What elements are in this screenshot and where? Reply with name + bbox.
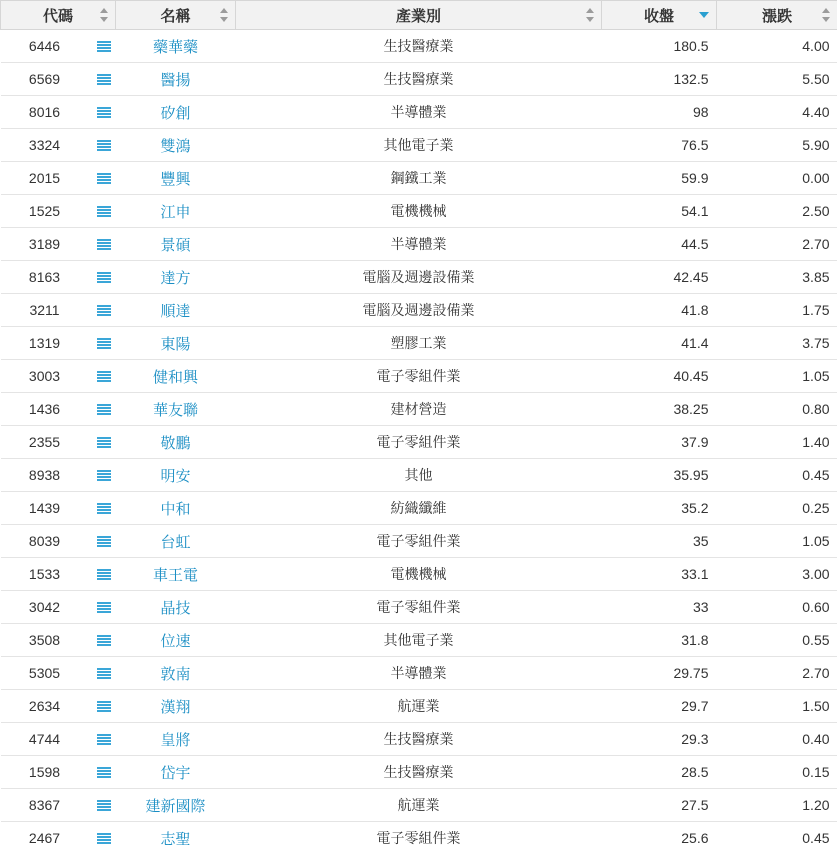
cell-name[interactable] <box>116 30 236 63</box>
list-icon[interactable] <box>97 503 111 515</box>
table-row[interactable] <box>1 657 837 690</box>
cell-change: 2.70 <box>717 657 837 690</box>
table-row[interactable] <box>1 63 837 96</box>
list-icon[interactable] <box>97 239 111 251</box>
cell-detail-action[interactable] <box>89 228 116 261</box>
stock-name-link[interactable]: 華友聯 <box>153 401 199 419</box>
table-body <box>1 30 837 847</box>
table-row[interactable] <box>1 360 837 393</box>
table-row[interactable] <box>1 591 837 624</box>
cell-code: 3324 <box>1 129 89 162</box>
cell-code: 1525 <box>1 195 89 228</box>
cell-name[interactable] <box>116 459 236 492</box>
stock-name-link[interactable]: 順達 <box>160 302 191 320</box>
cell-change: 4.00 <box>717 30 837 63</box>
stock-name-link[interactable]: 景碩 <box>160 236 191 254</box>
cell-detail-action[interactable] <box>89 657 116 690</box>
cell-detail-action[interactable] <box>89 426 116 459</box>
cell-name[interactable] <box>116 261 236 294</box>
cell-sector: 其他 <box>236 459 602 492</box>
cell-detail-action[interactable] <box>89 459 116 492</box>
list-icon[interactable] <box>97 470 111 482</box>
cell-code: 3211 <box>1 294 89 327</box>
cell-change: 1.05 <box>717 525 837 558</box>
cell-detail-action[interactable] <box>89 591 116 624</box>
cell-code: 3042 <box>1 591 89 624</box>
cell-close-price: 37.9 <box>602 426 717 459</box>
cell-name[interactable] <box>116 723 236 756</box>
list-icon[interactable] <box>97 404 111 416</box>
cell-close-price: 27.5 <box>602 789 717 822</box>
cell-code: 8016 <box>1 96 89 129</box>
list-icon[interactable] <box>97 602 111 614</box>
table-row[interactable] <box>1 294 837 327</box>
cell-change: 5.50 <box>717 63 837 96</box>
cell-change: 0.45 <box>717 822 837 847</box>
column-header-change-label: 漲跌 <box>762 7 793 25</box>
column-header-name-label: 名稱 <box>160 7 191 25</box>
cell-code: 6569 <box>1 63 89 96</box>
list-icon[interactable] <box>97 767 111 779</box>
cell-change: 1.40 <box>717 426 837 459</box>
cell-name[interactable] <box>116 327 236 360</box>
table-row[interactable] <box>1 624 837 657</box>
column-header-sector[interactable] <box>236 1 602 30</box>
cell-code: 1439 <box>1 492 89 525</box>
cell-sector: 半導體業 <box>236 96 602 129</box>
cell-detail-action[interactable] <box>89 690 116 723</box>
cell-close-price: 76.5 <box>602 129 717 162</box>
list-icon[interactable] <box>97 206 111 218</box>
stock-name-link[interactable]: 雙鴻 <box>160 137 191 155</box>
cell-close-price: 29.75 <box>602 657 717 690</box>
cell-change: 0.00 <box>717 162 837 195</box>
table-row[interactable] <box>1 195 837 228</box>
cell-detail-action[interactable] <box>89 756 116 789</box>
column-header-name[interactable] <box>116 1 236 30</box>
cell-code: 2355 <box>1 426 89 459</box>
cell-sector: 其他電子業 <box>236 624 602 657</box>
stock-name-link[interactable]: 醫揚 <box>160 71 191 89</box>
cell-change: 2.50 <box>717 195 837 228</box>
table-row[interactable] <box>1 822 837 847</box>
cell-sector: 電機機械 <box>236 195 602 228</box>
cell-change: 0.15 <box>717 756 837 789</box>
cell-close-price: 41.8 <box>602 294 717 327</box>
stock-name-link[interactable]: 東陽 <box>160 335 191 353</box>
column-header-code[interactable] <box>1 1 116 30</box>
cell-sector: 塑膠工業 <box>236 327 602 360</box>
cell-detail-action[interactable] <box>89 195 116 228</box>
list-icon[interactable] <box>97 569 111 581</box>
cell-detail-action[interactable] <box>89 261 116 294</box>
cell-change: 0.80 <box>717 393 837 426</box>
cell-change: 3.85 <box>717 261 837 294</box>
table-row[interactable] <box>1 459 837 492</box>
cell-sector: 生技醫療業 <box>236 30 602 63</box>
list-icon[interactable] <box>97 74 111 86</box>
cell-detail-action[interactable] <box>89 162 116 195</box>
cell-name[interactable] <box>116 426 236 459</box>
cell-detail-action[interactable] <box>89 558 116 591</box>
list-icon[interactable] <box>97 41 111 53</box>
cell-name[interactable] <box>116 591 236 624</box>
table-row[interactable] <box>1 261 837 294</box>
table-row[interactable] <box>1 789 837 822</box>
cell-code: 4744 <box>1 723 89 756</box>
list-icon[interactable] <box>97 635 111 647</box>
cell-detail-action[interactable] <box>89 624 116 657</box>
cell-change: 5.90 <box>717 129 837 162</box>
list-icon[interactable] <box>97 305 111 317</box>
table-row[interactable] <box>1 327 837 360</box>
cell-code: 8367 <box>1 789 89 822</box>
cell-name[interactable] <box>116 195 236 228</box>
cell-change: 1.05 <box>717 360 837 393</box>
cell-code: 3003 <box>1 360 89 393</box>
stock-name-link[interactable]: 藥華藥 <box>153 38 199 56</box>
cell-code: 2634 <box>1 690 89 723</box>
cell-detail-action[interactable] <box>89 393 116 426</box>
stock-name-link[interactable]: 豐興 <box>160 170 191 188</box>
cell-sector: 電腦及週邊設備業 <box>236 294 602 327</box>
list-icon[interactable] <box>97 338 111 350</box>
cell-code: 8039 <box>1 525 89 558</box>
list-icon[interactable] <box>97 140 111 152</box>
cell-close-price: 98 <box>602 96 717 129</box>
cell-code: 1436 <box>1 393 89 426</box>
cell-sector: 電腦及週邊設備業 <box>236 261 602 294</box>
sort-arrows-icon[interactable] <box>822 7 831 23</box>
cell-close-price: 41.4 <box>602 327 717 360</box>
stock-name-link[interactable]: 建新國際 <box>145 797 206 815</box>
table-row[interactable] <box>1 756 837 789</box>
cell-detail-action[interactable] <box>89 723 116 756</box>
cell-name[interactable] <box>116 525 236 558</box>
stock-name-link[interactable]: 位速 <box>160 632 191 650</box>
cell-name[interactable] <box>116 756 236 789</box>
cell-change: 4.40 <box>717 96 837 129</box>
cell-change: 0.40 <box>717 723 837 756</box>
cell-name[interactable] <box>116 162 236 195</box>
cell-change: 3.75 <box>717 327 837 360</box>
cell-code: 2015 <box>1 162 89 195</box>
cell-code: 8938 <box>1 459 89 492</box>
list-icon[interactable] <box>97 701 111 713</box>
stock-name-link[interactable]: 台虹 <box>160 533 191 551</box>
cell-change: 0.45 <box>717 459 837 492</box>
stock-name-link[interactable]: 車王電 <box>153 566 199 584</box>
cell-code: 5305 <box>1 657 89 690</box>
cell-change: 3.00 <box>717 558 837 591</box>
cell-sector: 電機機械 <box>236 558 602 591</box>
list-icon[interactable] <box>97 173 111 185</box>
cell-detail-action[interactable] <box>89 492 116 525</box>
cell-change: 0.60 <box>717 591 837 624</box>
cell-detail-action[interactable] <box>89 129 116 162</box>
cell-name[interactable] <box>116 558 236 591</box>
cell-close-price: 25.6 <box>602 822 717 847</box>
cell-sector: 生技醫療業 <box>236 723 602 756</box>
stock-name-link[interactable]: 健和興 <box>153 368 199 386</box>
cell-sector: 電子零組件業 <box>236 525 602 558</box>
cell-name[interactable] <box>116 96 236 129</box>
cell-detail-action[interactable] <box>89 30 116 63</box>
column-header-close[interactable] <box>602 1 717 30</box>
stock-name-link[interactable]: 矽創 <box>160 104 191 122</box>
cell-sector: 生技醫療業 <box>236 756 602 789</box>
table-row[interactable] <box>1 558 837 591</box>
cell-sector: 電子零組件業 <box>236 426 602 459</box>
cell-code: 1533 <box>1 558 89 591</box>
cell-sector: 建材營造 <box>236 393 602 426</box>
cell-sector: 電子零組件業 <box>236 822 602 847</box>
cell-name[interactable] <box>116 63 236 96</box>
cell-name[interactable] <box>116 393 236 426</box>
cell-sector: 電子零組件業 <box>236 591 602 624</box>
cell-detail-action[interactable] <box>89 789 116 822</box>
cell-close-price: 44.5 <box>602 228 717 261</box>
cell-detail-action[interactable] <box>89 822 116 847</box>
cell-name[interactable] <box>116 624 236 657</box>
cell-sector: 其他電子業 <box>236 129 602 162</box>
list-icon[interactable] <box>97 536 111 548</box>
cell-name[interactable] <box>116 294 236 327</box>
sort-arrows-icon[interactable] <box>100 7 109 23</box>
cell-name[interactable] <box>116 492 236 525</box>
cell-close-price: 132.5 <box>602 63 717 96</box>
stock-name-link[interactable]: 中和 <box>160 500 191 518</box>
cell-code: 3508 <box>1 624 89 657</box>
cell-close-price: 38.25 <box>602 393 717 426</box>
cell-close-price: 35 <box>602 525 717 558</box>
cell-close-price: 31.8 <box>602 624 717 657</box>
cell-code: 1319 <box>1 327 89 360</box>
stock-name-link[interactable]: 志聖 <box>160 830 191 847</box>
table-row[interactable] <box>1 723 837 756</box>
cell-detail-action[interactable] <box>89 294 116 327</box>
list-icon[interactable] <box>97 437 111 449</box>
cell-code: 6446 <box>1 30 89 63</box>
cell-change: 1.75 <box>717 294 837 327</box>
cell-close-price: 35.95 <box>602 459 717 492</box>
table-row[interactable] <box>1 426 837 459</box>
table-row[interactable] <box>1 690 837 723</box>
stock-name-link[interactable]: 江申 <box>160 203 191 221</box>
table-header <box>1 1 837 30</box>
cell-name[interactable] <box>116 360 236 393</box>
sort-arrows-icon[interactable] <box>220 7 229 23</box>
list-icon[interactable] <box>97 371 111 383</box>
cell-close-price: 59.9 <box>602 162 717 195</box>
list-icon[interactable] <box>97 833 111 845</box>
list-icon[interactable] <box>97 272 111 284</box>
cell-close-price: 42.45 <box>602 261 717 294</box>
cell-detail-action[interactable] <box>89 63 116 96</box>
cell-name[interactable] <box>116 129 236 162</box>
stock-name-link[interactable]: 晶技 <box>160 599 191 617</box>
cell-detail-action[interactable] <box>89 525 116 558</box>
table-row[interactable] <box>1 525 837 558</box>
cell-sector: 半導體業 <box>236 228 602 261</box>
cell-sector: 航運業 <box>236 789 602 822</box>
cell-code: 8163 <box>1 261 89 294</box>
table-row[interactable] <box>1 492 837 525</box>
cell-change: 1.50 <box>717 690 837 723</box>
cell-sector: 航運業 <box>236 690 602 723</box>
cell-close-price: 33.1 <box>602 558 717 591</box>
cell-change: 2.70 <box>717 228 837 261</box>
sort-arrows-icon[interactable] <box>586 7 595 23</box>
cell-sector: 電子零組件業 <box>236 360 602 393</box>
stock-name-link[interactable]: 皇將 <box>160 731 191 749</box>
column-header-change[interactable] <box>717 1 837 30</box>
stock-name-link[interactable]: 敬鵬 <box>160 434 191 452</box>
cell-close-price: 33 <box>602 591 717 624</box>
list-icon[interactable] <box>97 668 111 680</box>
cell-change: 0.55 <box>717 624 837 657</box>
cell-detail-action[interactable] <box>89 360 116 393</box>
cell-name[interactable] <box>116 789 236 822</box>
table-row[interactable] <box>1 162 837 195</box>
table-row[interactable] <box>1 96 837 129</box>
stock-name-link[interactable]: 漢翔 <box>160 698 191 716</box>
cell-close-price: 29.7 <box>602 690 717 723</box>
cell-close-price: 40.45 <box>602 360 717 393</box>
list-icon[interactable] <box>97 800 111 812</box>
column-header-close-label: 收盤 <box>644 7 675 25</box>
cell-code: 1598 <box>1 756 89 789</box>
cell-code: 2467 <box>1 822 89 847</box>
cell-detail-action[interactable] <box>89 327 116 360</box>
cell-detail-action[interactable] <box>89 96 116 129</box>
cell-code: 3189 <box>1 228 89 261</box>
cell-name[interactable] <box>116 228 236 261</box>
cell-name[interactable] <box>116 822 236 847</box>
cell-sector: 生技醫療業 <box>236 63 602 96</box>
table-header-row <box>1 1 837 30</box>
stock-name-link[interactable]: 明安 <box>160 467 191 485</box>
table-row[interactable] <box>1 30 837 63</box>
sort-descending-icon[interactable] <box>699 7 710 23</box>
cell-name[interactable] <box>116 657 236 690</box>
table-row[interactable] <box>1 228 837 261</box>
cell-close-price: 28.5 <box>602 756 717 789</box>
list-icon[interactable] <box>97 107 111 119</box>
table-row[interactable] <box>1 393 837 426</box>
cell-name[interactable] <box>116 690 236 723</box>
table-row[interactable] <box>1 129 837 162</box>
cell-change: 1.20 <box>717 789 837 822</box>
cell-sector: 半導體業 <box>236 657 602 690</box>
cell-close-price: 35.2 <box>602 492 717 525</box>
stock-name-link[interactable]: 達方 <box>160 269 191 287</box>
cell-sector: 鋼鐵工業 <box>236 162 602 195</box>
cell-close-price: 29.3 <box>602 723 717 756</box>
cell-sector: 紡織纖維 <box>236 492 602 525</box>
cell-change: 0.25 <box>717 492 837 525</box>
list-icon[interactable] <box>97 734 111 746</box>
column-header-code-label: 代碼 <box>43 7 74 25</box>
stock-name-link[interactable]: 敦南 <box>160 665 191 683</box>
stock-name-link[interactable]: 岱宇 <box>160 764 191 782</box>
cell-close-price: 54.1 <box>602 195 717 228</box>
cell-close-price: 180.5 <box>602 30 717 63</box>
column-header-sector-label: 產業別 <box>396 7 442 25</box>
